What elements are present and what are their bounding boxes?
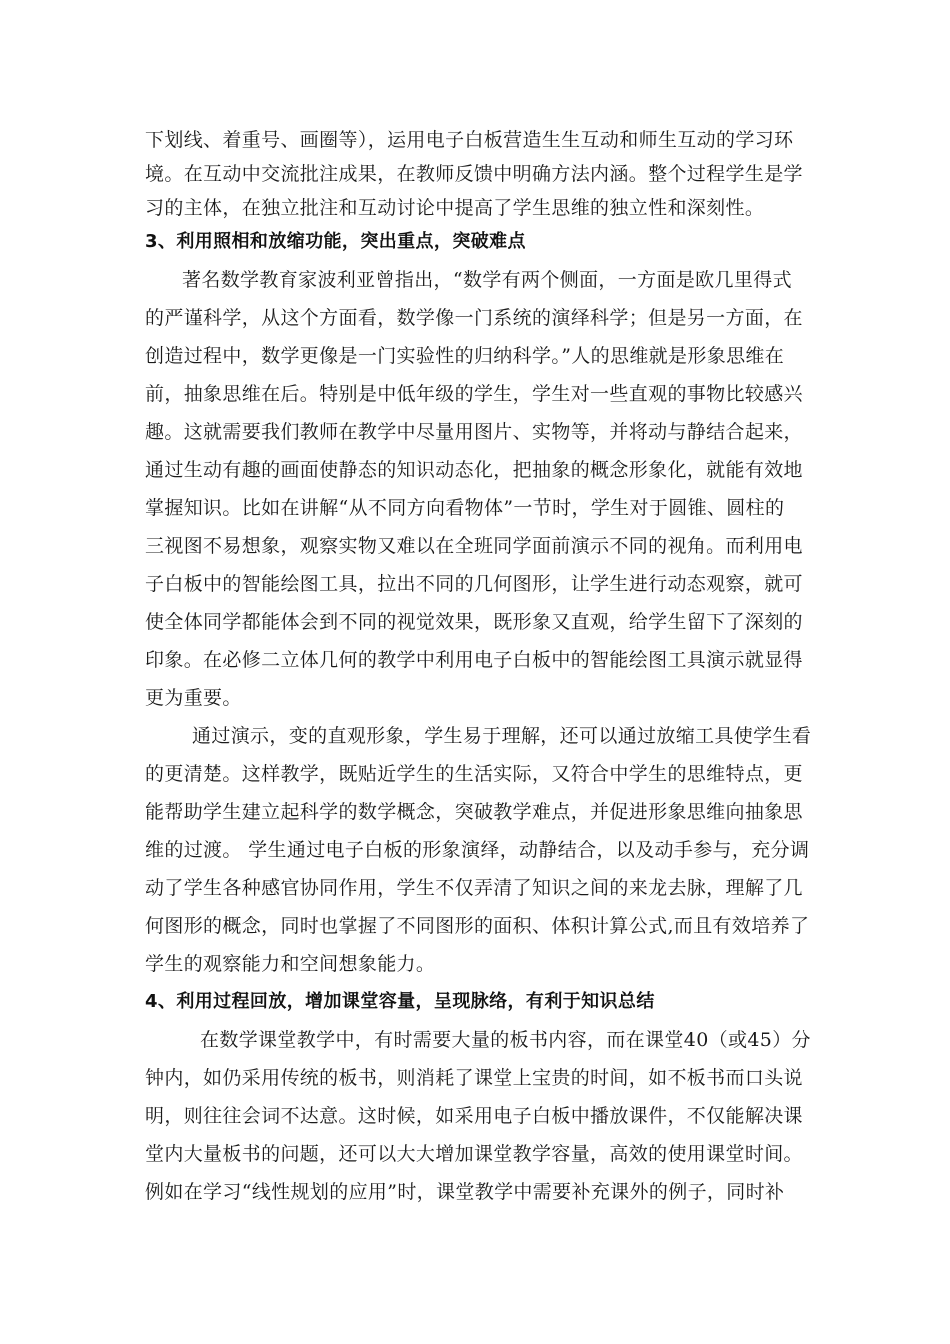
- text-line: 能帮助学生建立起科学的数学概念，突破教学难点，并促进形象思维向抽象思: [145, 801, 803, 823]
- text-line: 的严谨科学，从这个方面看，数学像一门系统的演绎科学；但是另一方面，在: [145, 307, 803, 329]
- text-line: 习的主体，在独立批注和互动讨论中提高了学生思维的独立性和深刻性。: [145, 197, 765, 219]
- text-line: 趣。这就需要我们教师在教学中尽量用图片、实物等，并将动与静结合起来，: [145, 421, 803, 443]
- text-line: 子白板中的智能绘图工具，拉出不同的几何图形，让学生进行动态观察，就可: [145, 573, 803, 595]
- text-line: 境。在互动中交流批注成果，在教师反馈中明确方法内涵。整个过程学生是学: [145, 163, 803, 185]
- text-line: 钟内，如仍采用传统的板书，则消耗了课堂上宝贵的时间，如不板书而口头说: [145, 1067, 803, 1089]
- section-heading-4: 4、利用过程回放，增加课堂容量，呈现脉络，有利于知识总结: [145, 991, 655, 1012]
- text-line: 何图形的概念，同时也掌握了不同图形的面积、体积计算公式,而且有效培养了: [145, 915, 810, 937]
- text-line: 印象。在必修二立体几何的教学中利用电子白板中的智能绘图工具演示就显得: [145, 649, 803, 671]
- paragraph-first-line: 通过演示，变的直观形象，学生易于理解，还可以通过放缩工具使学生看: [192, 725, 812, 747]
- text-line: 前，抽象思维在后。特别是中低年级的学生，学生对一些直观的事物比较感兴: [145, 383, 803, 405]
- paragraph-first-line: 在数学课堂教学中，有时需要大量的板书内容，而在课堂40（或45）分: [200, 1029, 811, 1051]
- text-line: 下划线、着重号、画圈等），运用电子白板营造生生互动和师生互动的学习环: [145, 129, 794, 151]
- text-line: 的更清楚。这样教学，既贴近学生的生活实际，又符合中学生的思维特点，更: [145, 763, 803, 785]
- paragraph-first-line: 著名数学教育家波利亚曾指出，“数学有两个侧面，一方面是欧几里得式: [182, 269, 792, 291]
- text-line: 通过生动有趣的画面使静态的知识动态化，把抽象的概念形象化，就能有效地: [145, 459, 803, 481]
- text-line: 学生的观察能力和空间想象能力。: [145, 953, 436, 975]
- text-line: 例如在学习“线性规划的应用”时，课堂教学中需要补充课外的例子，同时补: [145, 1181, 785, 1203]
- text-line: 堂内大量板书的问题，还可以大大增加课堂教学容量，高效的使用课堂时间。: [145, 1143, 803, 1165]
- text-line: 掌握知识。比如在讲解“从不同方向看物体”一节时，学生对于圆锥、圆柱的: [145, 497, 785, 519]
- section-heading-3: 3、利用照相和放缩功能，突出重点，突破难点: [145, 231, 526, 252]
- text-line: 更为重要。: [145, 687, 242, 709]
- text-line: 明，则往往会词不达意。这时候，如采用电子白板中播放课件，不仅能解决课: [145, 1105, 803, 1127]
- text-line: 动了学生各种感官协同作用，学生不仅弄清了知识之间的来龙去脉，理解了几: [145, 877, 803, 899]
- text-line: 创造过程中，数学更像是一门实验性的归纳科学。”人的思维就是形象思维在: [145, 345, 785, 367]
- text-line: 三视图不易想象，观察实物又难以在全班同学面前演示不同的视角。而利用电: [145, 535, 803, 557]
- text-line: 使全体同学都能体会到不同的视觉效果，既形象又直观，给学生留下了深刻的: [145, 611, 803, 633]
- text-line: 维的过渡。 学生通过电子白板的形象演绎，动静结合，以及动手参与，充分调: [145, 839, 810, 861]
